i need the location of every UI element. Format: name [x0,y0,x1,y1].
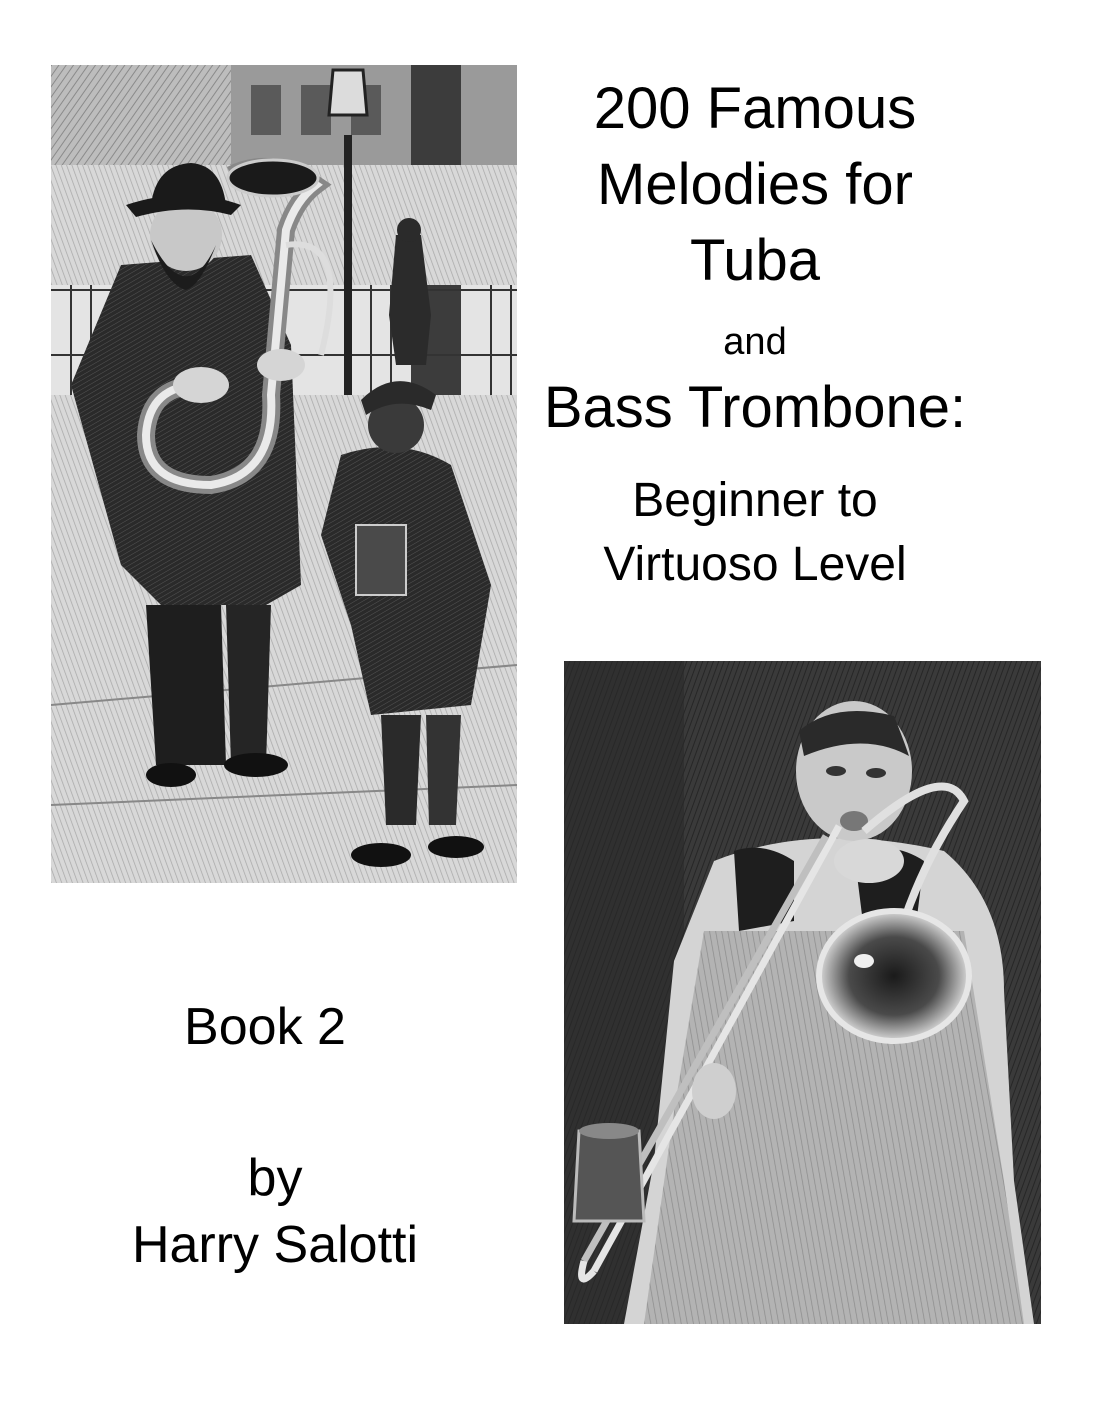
subtitle: Bass Trombone: [543,375,967,440]
level-line-2: Virtuoso Level [603,538,907,591]
volume-label: Book 2 [184,998,346,1056]
title-line-1: 200 Famous [593,76,917,141]
level-line-1: Beginner to [632,474,878,527]
author-name: Harry Salotti [131,1216,419,1274]
title-line-3: Tuba [689,228,821,293]
tuba-player-engraving-icon [51,65,517,883]
title-conjunction: and [723,321,787,363]
trombone-player-engraving-icon [564,661,1041,1324]
title-line-2: Melodies for [597,152,913,217]
byline-label: by [247,1149,303,1207]
